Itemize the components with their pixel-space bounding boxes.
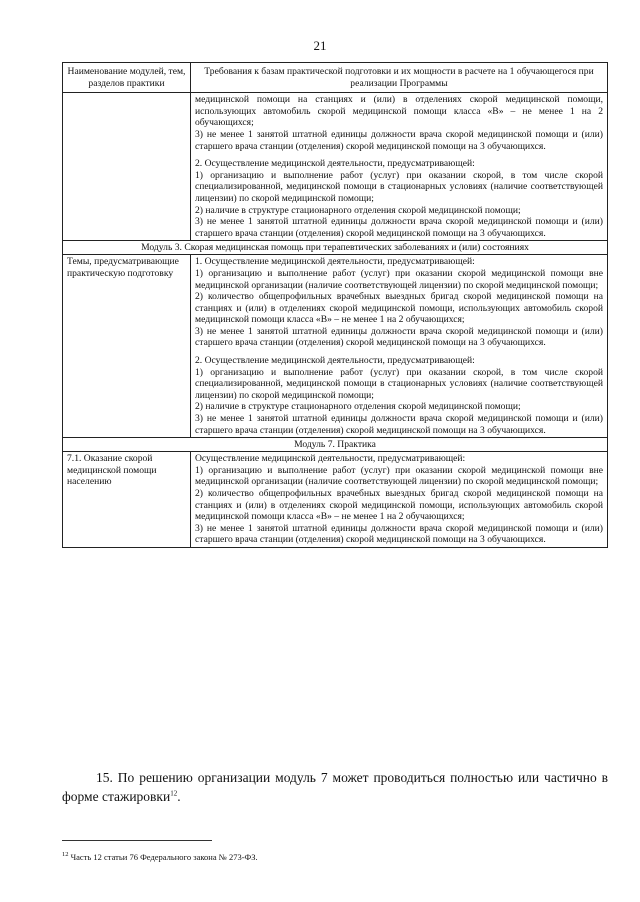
requirement-block [195,256,603,349]
module-title-row [63,438,608,452]
requirement-line: 1) организацию и выполнение работ (услуг) при оказании скорой медицинской помощи вне медицинской организации (наличие соответствующей лицензии) по скорой медицинской помощи; [195,267,603,291]
requirement-line: 2. Осуществление медицинской деятельности, предусматривающей: [195,355,475,367]
requirement-line: 1) организацию и выполнение работ (услуг) при оказании скорой, в том числе скорой специализированной, медицинской помощи в стационарных условиях (наличие соответствующей лицензии) по скорой медицинской помощи; [195,366,603,401]
requirement-line: 3) не менее 1 занятой штатной единицы должности врача скорой медицинской помощи и (или) старшего врача станции (отделения) скорой медицинской помощи на 3 обучающихся. [195,413,603,436]
requirement-line: медицинской помощи на станциях и (или) в отделениях скорой медицинской помощи, использующих автомобиль скорой медицинской помощи класса «В» – не менее 1 на 2 обучающихся; [195,94,603,129]
requirement-line: Осуществление медицинской деятельности, предусматривающей: [195,453,466,465]
requirement-line: 3) не менее 1 занятой штатной единицы должности врача скорой медицинской помощи и (или) старшего врача станции (отделения) скорой медицинской помощи на 3 обучающихся. [195,325,603,349]
paragraph-15 [62,768,608,806]
footnote-divider [62,840,212,841]
cell-empty [63,93,191,241]
requirement-line: 1) организацию и выполнение работ (услуг) при оказании скорой, в том числе скорой специализированной, медицинской помощи в стационарных условиях (наличие соответствующей лицензии) по скорой медицинской помощи; [195,169,603,204]
practice-bases-table [62,62,608,548]
cell-requirements [191,452,608,548]
module-title-row [63,241,608,255]
footnote [62,849,608,863]
page-number: 21 [313,38,327,53]
requirement-line: 3) не менее 1 занятой штатной единицы должности врача скорой медицинской помощи и (или) старшего врача станции (отделения) скорой медицинской помощи на 3 обучающихся. [195,216,603,239]
cell-requirements [191,93,608,241]
footnote-reference[interactable]: 12 [170,789,178,798]
header-col-requirements: Требования к базам практической подготовки и их мощности в расчете на 1 обучающегося при реализации Программы [191,63,608,93]
requirement-line: 2) наличие в структуре стационарного отделения скорой медицинской помощи; [195,204,521,216]
table-row-continuation [63,93,608,241]
requirement-line: 2) количество общепрофильных врачебных выездных бригад скорой медицинской помощи на станциях и (или) в отделениях скорой медицинской помощи, использующих автомобиль скорой медицинской помощи класса «В» – не менее 1 на 2 обучающихся; [195,291,603,326]
requirement-block [195,158,603,239]
module-7-title: Модуль 7. Практика [63,438,608,452]
module-3-title: Модуль 3. Скорая медицинская помощь при терапевтических заболеваниях и (или) состояниях [63,241,608,255]
requirement-block [195,355,603,436]
requirement-line: 3) не менее 1 занятой штатной единицы должности врача скорой медицинской помощи и (или) старшего врача станции (отделения) скорой медицинской помощи на 3 обучающихся. [195,522,603,546]
requirement-line: 2. Осуществление медицинской деятельности, предусматривающей: [195,158,475,170]
requirement-line: 1. Осуществление медицинской деятельности, предусматривающей: [195,256,475,268]
requirement-line: 2) количество общепрофильных врачебных выездных бригад скорой медицинской помощи на станциях и (или) в отделениях скорой медицинской помощи, использующих автомобиль скорой медицинской помощи класса «В» – не менее 1 на 2 обучающихся; [195,488,603,523]
table-row-module-3 [63,255,608,438]
table-header-row [63,63,608,93]
header-col-modules: Наименование модулей, тем, разделов практики [63,63,191,93]
requirement-line: 1) организацию и выполнение работ (услуг) при оказании скорой медицинской помощи вне медицинской организации (наличие соответствующей лицензии) по скорой медицинской помощи; [195,464,603,488]
requirement-line: 2) наличие в структуре стационарного отделения скорой медицинской помощи; [195,401,521,413]
cell-topic-label: 7.1. Оказание скорой медицинской помощи населению [63,452,191,548]
paragraph-end: . [177,789,181,804]
cell-topic-label: Темы, предусматривающие практическую подготовку [63,255,191,438]
requirement-line: 3) не менее 1 занятой штатной единицы должности врача скорой медицинской помощи и (или) старшего врача станции (отделения) скорой медицинской помощи на 3 обучающихся. [195,128,603,152]
footnote-text: Часть 12 статьи 76 Федерального закона № 273-ФЗ. [68,851,258,862]
footnote-mark: 12 [62,851,69,858]
requirement-block [195,94,603,152]
paragraph-text: 15. По решению организации модуль 7 может проводиться полностью или частично в форме стажировки [62,770,608,804]
requirement-block [195,453,603,546]
cell-requirements [191,255,608,438]
table-row-module-7 [63,452,608,548]
